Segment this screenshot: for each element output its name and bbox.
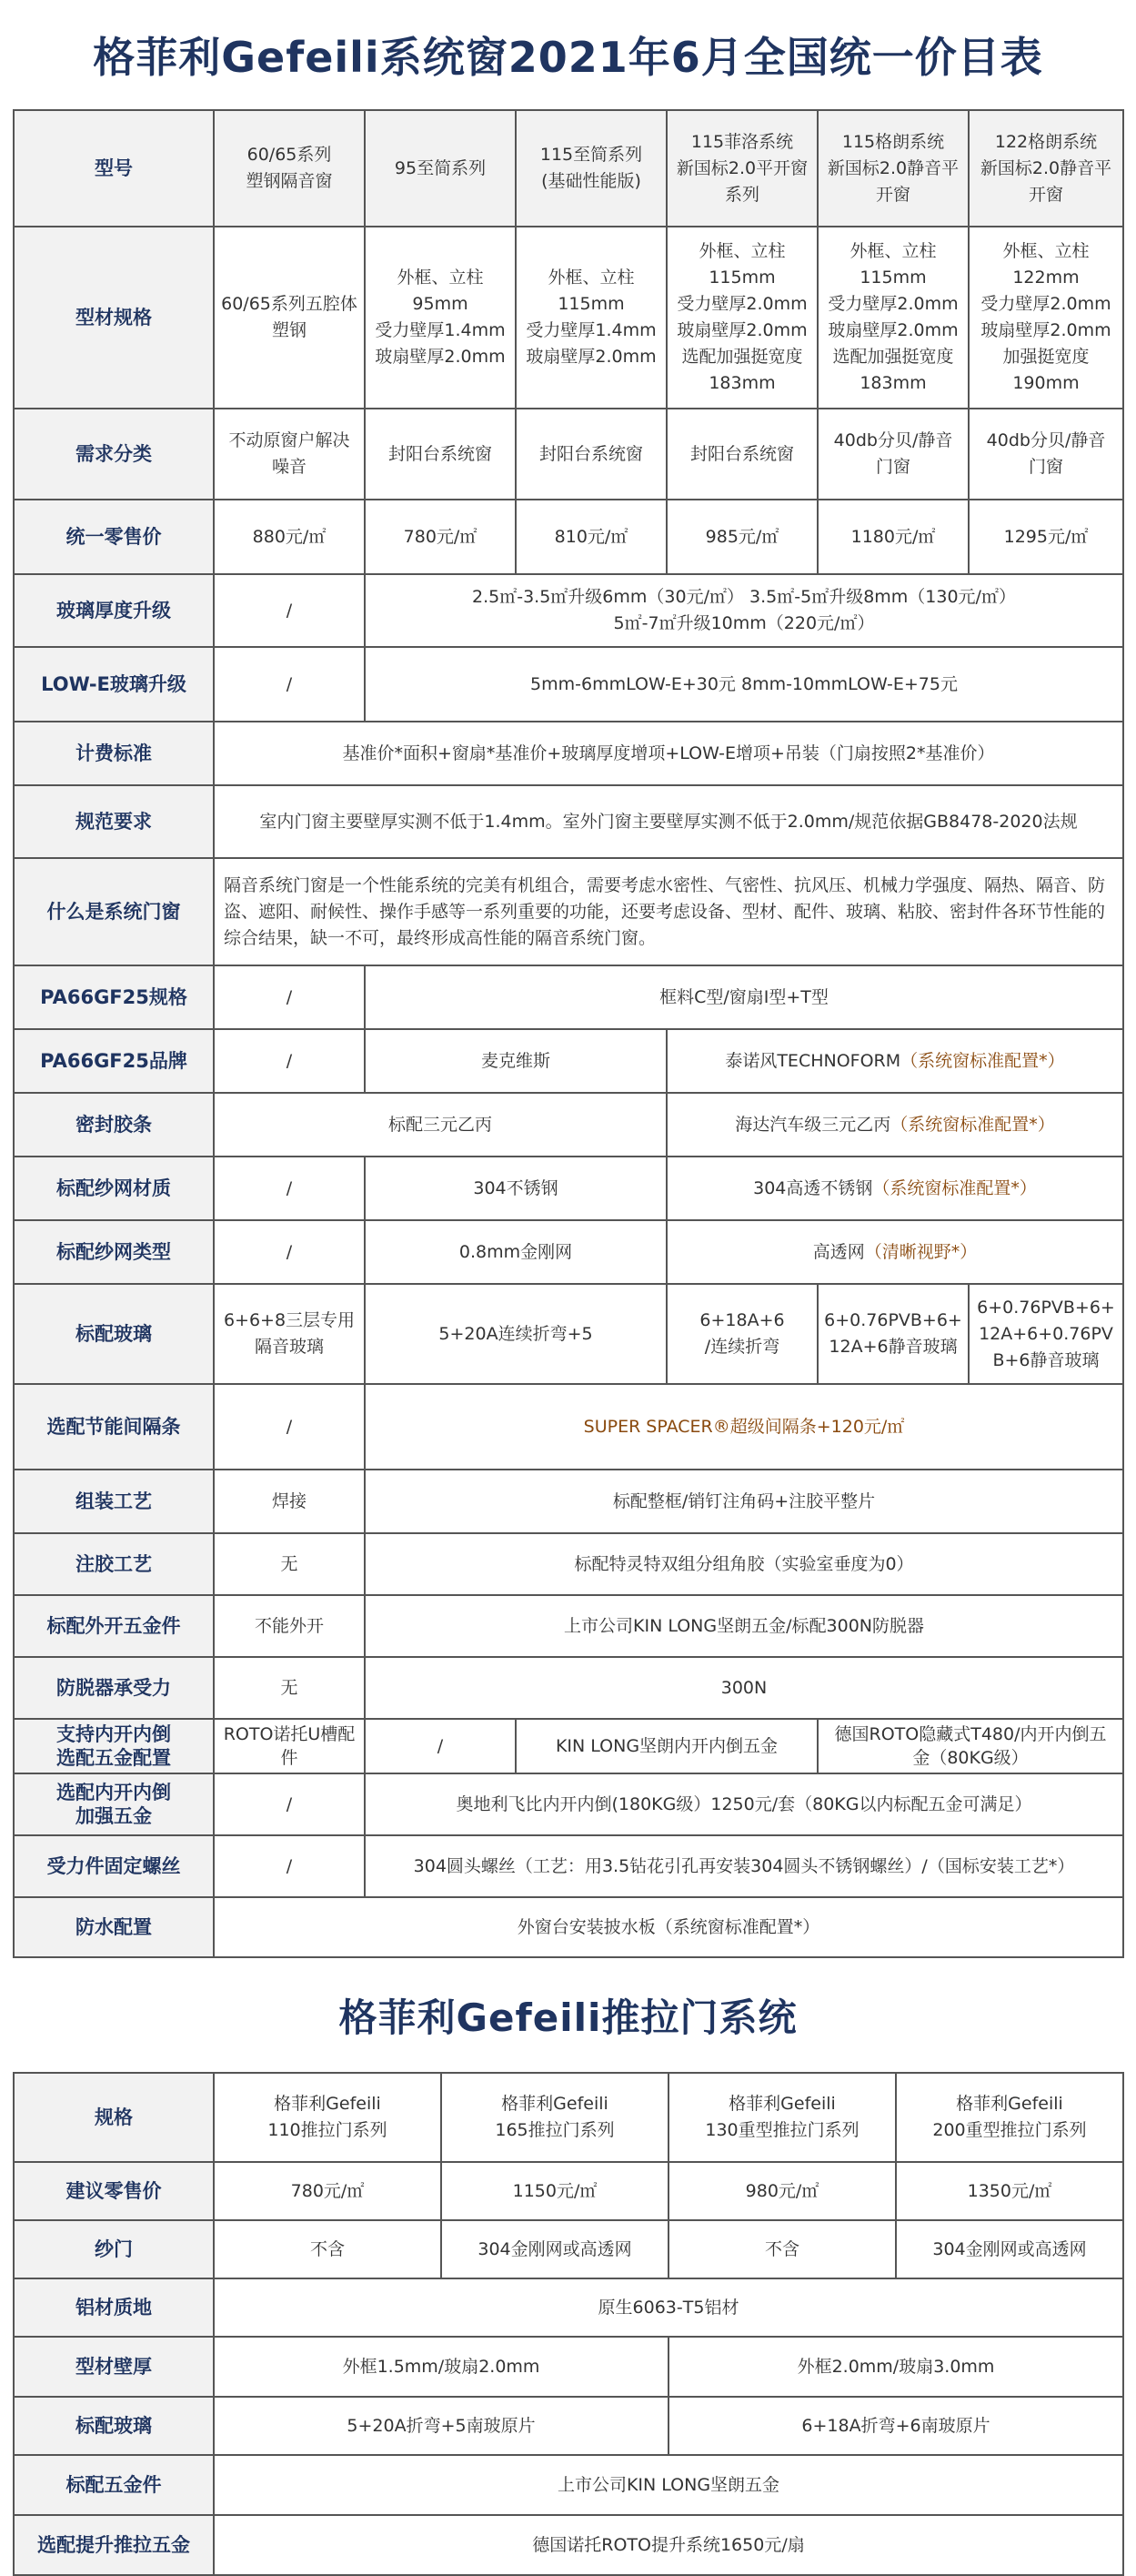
cell: 无 [214,1657,365,1719]
section-title: 格菲利Gefeili推拉门系统 [338,1995,798,2040]
cell: 6+18A折弯+6南玻原片 [669,2397,1123,2455]
row-label: 支持内开内倒 选配五金配置 [14,1719,214,1773]
cell: 40db分贝/静音 门窗 [818,409,969,500]
cell: 5+20A连续折弯+5 [365,1284,667,1384]
cell: 室内门窗主要壁厚实测不低于1.4mm。室外门窗主要壁厚实测不低于2.0mm/规范依据GB8478-2020法规 [214,785,1123,858]
cell: KIN LONG坚朗内开内倒五金 [516,1719,818,1773]
cell: 不能外开 [214,1595,365,1657]
cell: 格菲利Gefeili 110推拉门系列 [214,2073,441,2162]
row-label: 需求分类 [14,409,214,500]
cell: 外框2.0mm/玻扇3.0mm [669,2337,1123,2397]
cell: 标配整框/销钉注角码+注胶平整片 [365,1470,1123,1533]
cell: 304金刚网或高透网 [896,2220,1123,2278]
row-glass [14,2397,1123,2455]
config-note: （清晰视野*） [864,1241,978,1262]
cell: 5mm-6mmLOW-E+30元 8mm-10mmLOW-E+75元 [365,647,1123,722]
cell [667,1220,1123,1284]
cell: / [214,1384,365,1470]
row-seal [14,1093,1123,1157]
row-screen-material [14,1157,1123,1220]
cell: 780元/㎡ [214,2162,441,2220]
cell: SUPER SPACER®超级间隔条+120元/㎡ [365,1384,1123,1470]
cell [667,1029,1123,1093]
row-label: 选配提升推拉五金 [14,2515,214,2575]
cell: 40db分贝/静音 门窗 [969,409,1123,500]
row-label: 密封胶条 [14,1093,214,1157]
row-glass-upgrade [14,574,1123,647]
row-label: 注胶工艺 [14,1533,214,1595]
row-label: 标配玻璃 [14,1284,214,1384]
cell: 810元/㎡ [516,500,667,574]
cell: 麦克维斯 [365,1029,667,1093]
row-label: PA66GF25规格 [14,965,214,1029]
cell: 6+0.76PVB+6+ 12A+6+0.76PV B+6静音玻璃 [969,1284,1123,1384]
cell-text: 高透网 [812,1241,865,1262]
row-label: 选配节能间隔条 [14,1384,214,1470]
window-price-table [13,109,1124,1958]
cell: 1180元/㎡ [818,500,969,574]
row-what-is [14,858,1123,965]
row-label: 规范要求 [14,785,214,858]
row-label: 型材壁厚 [14,2337,214,2397]
row-std-glass [14,1284,1123,1384]
cell: 1350元/㎡ [896,2162,1123,2220]
cell: 无 [214,1533,365,1595]
row-label: 受力件固定螺丝 [14,1835,214,1897]
page-title: 格菲利Gefeili系统窗2021年6月全国统一价目表 [93,33,1043,82]
cell: 封阳台系统窗 [667,409,818,500]
row-pa-spec [14,965,1123,1029]
row-model [14,110,1123,227]
row-label: 型材规格 [14,227,214,409]
cell: 780元/㎡ [365,500,516,574]
cell: 标配特灵特双组分组角胶（实验室垂度为0） [365,1533,1123,1595]
cell: 上市公司KIN LONG坚朗五金 [214,2455,1123,2515]
row-label: 纱门 [14,2220,214,2278]
cell: 焊接 [214,1470,365,1533]
cell: 德国诺托ROTO提升系统1650元/扇 [214,2515,1123,2575]
row-water [14,1897,1123,1957]
row-profile [14,227,1123,409]
row-lowe [14,647,1123,722]
cell: 60/65系列 塑钢隔音窗 [214,110,365,227]
row-label: LOW-E玻璃升级 [14,647,214,722]
cell: 格菲利Gefeili 200重型推拉门系列 [896,2073,1123,2162]
cell: / [214,1773,365,1835]
row-spec [14,2073,1123,2162]
row-assembly [14,1470,1123,1533]
cell: 外窗台安装披水板（系统窗标准配置*） [214,1897,1123,1957]
cell: 2.5㎡-3.5㎡升级6mm（30元/㎡） 3.5㎡-5㎡升级8mm（130元/㎡） 5㎡-7㎡升级10mm（220元/㎡） [365,574,1123,647]
cell: 304金刚网或高透网 [441,2220,669,2278]
cell: 外框、立柱 115mm 受力壁厚2.0mm 玻扇壁厚2.0mm 选配加强挺宽度 183mm [667,227,818,409]
cell: / [214,1157,365,1220]
row-label: 标配玻璃 [14,2397,214,2455]
cell: 外框、立柱 122mm 受力壁厚2.0mm 玻扇壁厚2.0mm 加强挺宽度 190mm [969,227,1123,409]
row-label: 标配纱网类型 [14,1220,214,1284]
cell: 115菲洛系统 新国标2.0平开窗 系列 [667,110,818,227]
cell: 980元/㎡ [669,2162,896,2220]
cell: ROTO诺托U槽配 件 [214,1719,365,1773]
cell: / [214,647,365,722]
row-hardware [14,2455,1123,2515]
row-hw-in [14,1719,1123,1773]
cell: 1295元/㎡ [969,500,1123,574]
cell: / [214,1029,365,1093]
cell: 隔音系统门窗是一个性能系统的完美有机组合，需要考虑水密性、气密性、抗风压、机械力学强度、隔热、隔音、防盗、遮阳、耐候性、操作手感等一系列重要的功能，还要考虑设备、型材、配件、玻璃、粘胶、密封件各环节性能的综合结果，缺一不可，最终形成高性能的隔音系统门窗。 [214,858,1123,965]
row-price [14,500,1123,574]
cell [667,1157,1123,1220]
sliding-door-table [13,2072,1124,2576]
cell: 1150元/㎡ [441,2162,669,2220]
row-screw [14,1835,1123,1897]
config-note: （系统窗标准配置*） [900,1050,1065,1071]
row-label: 组装工艺 [14,1470,214,1533]
row-label: 统一零售价 [14,500,214,574]
row-screen-type [14,1220,1123,1284]
cell: 基准价*面积+窗扇*基准价+玻璃厚度增项+LOW-E增项+吊装（门扇按照2*基准价） [214,722,1123,785]
cell: 0.8mm金刚网 [365,1220,667,1284]
cell: 格菲利Gefeili 130重型推拉门系列 [669,2073,896,2162]
row-label: 型号 [14,110,214,227]
cell: 60/65系列五腔体 塑钢 [214,227,365,409]
cell: 封阳台系统窗 [365,409,516,500]
row-demand [14,409,1123,500]
cell-text: 304高透不锈钢 [753,1177,873,1198]
cell: 880元/㎡ [214,500,365,574]
cell: 不动原窗户解决 噪音 [214,409,365,500]
cell: / [214,1220,365,1284]
cell: 格菲利Gefeili 165推拉门系列 [441,2073,669,2162]
cell: 5+20A折弯+5南玻原片 [214,2397,669,2455]
cell-text: 海达汽车级三元乙丙 [735,1114,891,1135]
row-label: 铝材质地 [14,2278,214,2337]
cell: 115格朗系统 新国标2.0静音平 开窗 [818,110,969,227]
row-pa-brand [14,1029,1123,1093]
cell: 德国ROTO隐藏式T480/内开内倒五 金（80KG级） [818,1719,1123,1773]
cell: / [214,574,365,647]
row-label: 防脱器承受力 [14,1657,214,1719]
cell: 上市公司KIN LONG坚朗五金/标配300N防脱器 [365,1595,1123,1657]
cell: 原生6063-T5铝材 [214,2278,1123,2337]
cell: 不含 [669,2220,896,2278]
cell: 标配三元乙丙 [214,1093,667,1157]
row-wall [14,2337,1123,2397]
row-spacer [14,1384,1123,1470]
row-label: 什么是系统门窗 [14,858,214,965]
config-note: （系统窗标准配置*） [872,1177,1037,1198]
cell-text: 泰诺风TECHNOFORM [725,1050,901,1071]
row-spec [14,785,1123,858]
row-label: 标配外开五金件 [14,1595,214,1657]
cell: 95至简系列 [365,110,516,227]
row-hw-out [14,1595,1123,1657]
cell: 6+0.76PVB+6+ 12A+6静音玻璃 [818,1284,969,1384]
cell: 封阳台系统窗 [516,409,667,500]
row-label: PA66GF25品牌 [14,1029,214,1093]
row-label: 选配内开内倒 加强五金 [14,1773,214,1835]
cell: 奥地利飞比内开内倒(180KG级）1250元/套（80KG以内标配五金可满足） [365,1773,1123,1835]
row-label: 标配五金件 [14,2455,214,2515]
cell: 外框、立柱 115mm 受力壁厚2.0mm 玻扇壁厚2.0mm 选配加强挺宽度 183mm [818,227,969,409]
cell: 6+6+8三层专用 隔音玻璃 [214,1284,365,1384]
cell: 122格朗系统 新国标2.0静音平 开窗 [969,110,1123,227]
cell: 框料C型/窗扇Ⅰ型+T型 [365,965,1123,1029]
row-glue [14,1533,1123,1595]
config-note: （系统窗标准配置*） [890,1114,1055,1135]
cell: 304圆头螺丝（工艺：用3.5钻花引孔再安装304圆头不锈钢螺丝）/（国标安装工艺*） [365,1835,1123,1897]
cell: 985元/㎡ [667,500,818,574]
row-hw-in-plus [14,1773,1123,1835]
row-billing [14,722,1123,785]
cell: 115至简系列 (基础性能版) [516,110,667,227]
cell: 6+18A+6 /连续折弯 [667,1284,818,1384]
row-label: 建议零售价 [14,2162,214,2220]
cell: / [214,1835,365,1897]
row-material [14,2278,1123,2337]
row-label: 玻璃厚度升级 [14,574,214,647]
row-screen-door [14,2220,1123,2278]
cell: / [365,1719,516,1773]
row-label: 防水配置 [14,1897,214,1957]
row-label: 规格 [14,2073,214,2162]
cell: 300N [365,1657,1123,1719]
cell: 外框、立柱 95mm 受力壁厚1.4mm 玻扇壁厚2.0mm [365,227,516,409]
row-anti-detach [14,1657,1123,1719]
cell: 不含 [214,2220,441,2278]
row-label: 标配纱网材质 [14,1157,214,1220]
cell: 304不锈钢 [365,1157,667,1220]
cell: 外框、立柱 115mm 受力壁厚1.4mm 玻扇壁厚2.0mm [516,227,667,409]
row-hardware-upgrade [14,2515,1123,2575]
row-label: 计费标准 [14,722,214,785]
cell [667,1093,1123,1157]
cell: / [214,965,365,1029]
row-price [14,2162,1123,2220]
cell: 外框1.5mm/玻扇2.0mm [214,2337,669,2397]
